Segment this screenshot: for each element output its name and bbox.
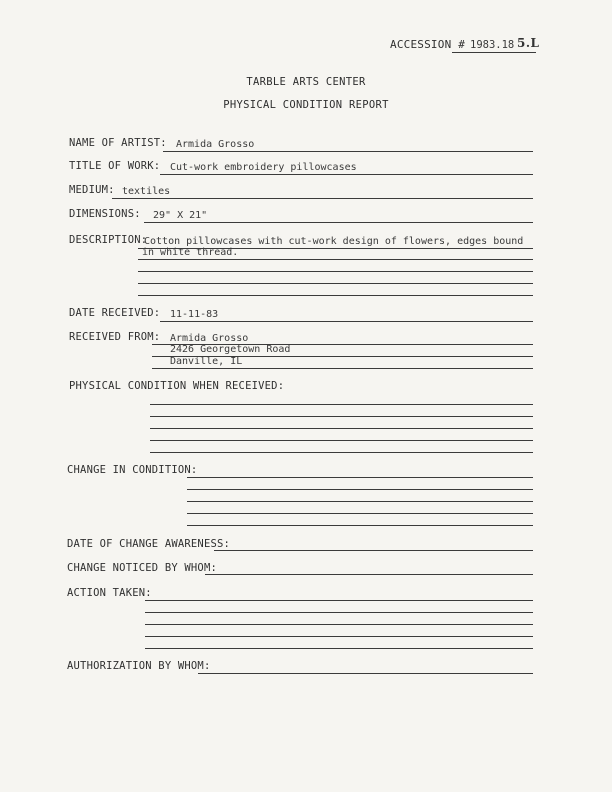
- change-noticed-line: [205, 574, 533, 575]
- action-taken-line-3: [145, 624, 533, 625]
- authorization-line: [198, 673, 533, 674]
- artist-value: Armida Grosso: [176, 139, 255, 150]
- artist-label: NAME OF ARTIST:: [69, 137, 167, 149]
- dimensions-label: DIMENSIONS:: [69, 208, 141, 220]
- physical-condition-line-1: [150, 404, 533, 405]
- description-underline-4: [138, 283, 533, 284]
- date-of-change-line: [214, 550, 533, 551]
- physical-condition-label: PHYSICAL CONDITION WHEN RECEIVED:: [69, 380, 285, 392]
- description-line-1: Cotton pillowcases with cut-work design of flowers, edges bound: [144, 236, 524, 247]
- action-taken-line-4: [145, 636, 533, 637]
- action-taken-label: ACTION TAKEN:: [67, 587, 152, 599]
- change-in-condition-line-3: [187, 501, 533, 502]
- action-taken-line-1: [145, 600, 533, 601]
- authorization-label: AUTHORIZATION BY WHOM:: [67, 660, 211, 672]
- accession-suffix-handwritten: 5.L: [517, 36, 540, 50]
- org-title: TARBLE ARTS CENTER: [246, 76, 366, 88]
- received-from-line-3: Danville, IL: [170, 356, 243, 367]
- date-received-line: [160, 321, 533, 322]
- date-received-label: DATE RECEIVED:: [69, 307, 161, 319]
- description-label: DESCRIPTION:: [69, 234, 148, 246]
- change-in-condition-line-5: [187, 525, 533, 526]
- medium-line: [112, 198, 533, 199]
- accession-number: 1983.18: [470, 39, 515, 51]
- title-of-work-label: TITLE OF WORK:: [69, 160, 161, 172]
- date-received-value: 11-11-83: [170, 309, 219, 320]
- medium-value: textiles: [122, 186, 171, 197]
- change-in-condition-line-2: [187, 489, 533, 490]
- description-line-2: in white thread.: [142, 247, 239, 258]
- received-from-line-1: Armida Grosso: [170, 333, 249, 344]
- dimensions-value: 29" X 21": [153, 210, 208, 221]
- description-underline-3: [138, 271, 533, 272]
- physical-condition-line-5: [150, 452, 533, 453]
- physical-condition-line-3: [150, 428, 533, 429]
- date-of-change-label: DATE OF CHANGE AWARENESS:: [67, 538, 231, 550]
- change-in-condition-line-1: [187, 477, 533, 478]
- physical-condition-line-2: [150, 416, 533, 417]
- change-noticed-label: CHANGE NOTICED BY WHOM:: [67, 562, 217, 574]
- change-in-condition-line-4: [187, 513, 533, 514]
- action-taken-line-2: [145, 612, 533, 613]
- title-of-work-line: [160, 174, 533, 175]
- faint-pencil-mark: [478, 8, 481, 19]
- title-of-work-value: Cut-work embroidery pillowcases: [170, 162, 357, 173]
- received-from-underline-3: [152, 368, 533, 369]
- artist-line: [163, 151, 533, 152]
- accession-label: ACCESSION #: [390, 38, 466, 51]
- accession-underline: [452, 52, 536, 53]
- received-from-line-2: 2426 Georgetown Road: [170, 344, 291, 355]
- report-title: PHYSICAL CONDITION REPORT: [223, 99, 389, 111]
- description-underline-2: [138, 259, 533, 260]
- action-taken-line-5: [145, 648, 533, 649]
- received-from-label: RECEIVED FROM:: [69, 331, 161, 343]
- physical-condition-line-4: [150, 440, 533, 441]
- description-underline-5: [138, 295, 533, 296]
- medium-label: MEDIUM:: [69, 184, 115, 196]
- dimensions-line: [144, 222, 533, 223]
- change-in-condition-label: CHANGE IN CONDITION:: [67, 464, 198, 476]
